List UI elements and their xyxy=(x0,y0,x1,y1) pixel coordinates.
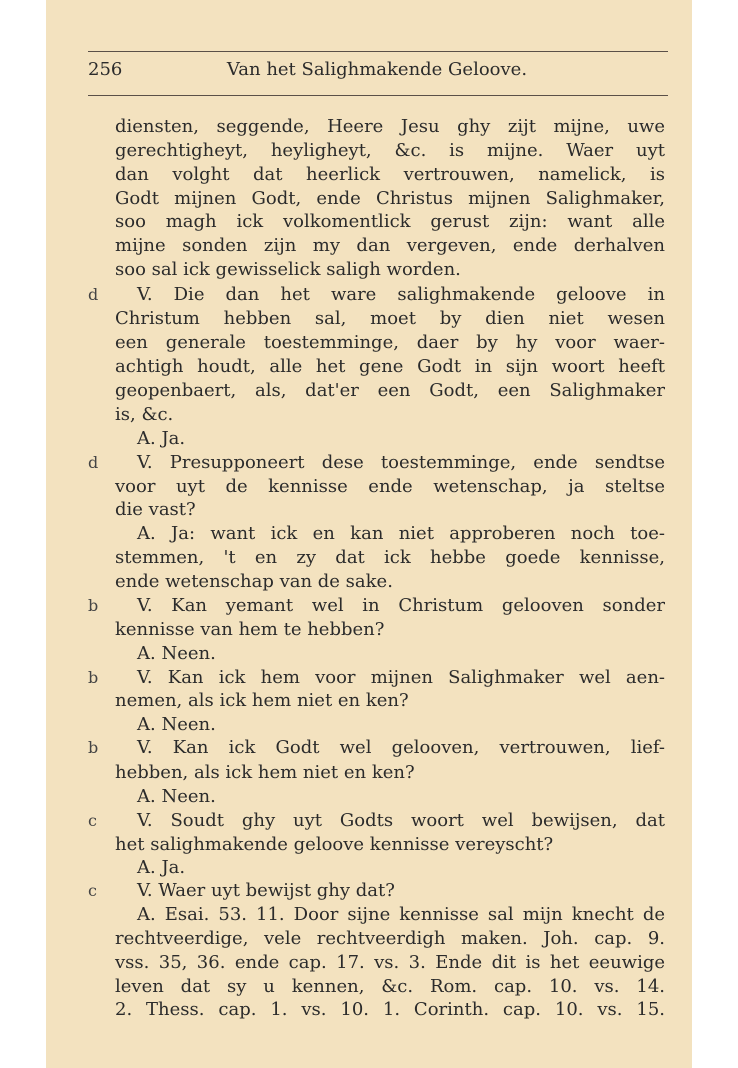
answer-line: A. Ja. xyxy=(137,428,186,449)
margin-letter: b xyxy=(88,668,99,687)
margin-letter: d xyxy=(88,285,99,304)
margin-letter: c xyxy=(88,881,97,900)
answer-line: A. Neen. xyxy=(137,714,216,735)
text-line: dan volght dat heerlick vertrouwen, namelick, is xyxy=(115,164,665,185)
text-line: achtigh houdt, alle het gene Godt in sijn woort heeft xyxy=(115,356,665,377)
page-number: 256 xyxy=(88,59,123,80)
margin-letter: b xyxy=(88,738,99,757)
question-line: V. Kan ick hem voor mijnen Salighmaker wel aen- xyxy=(137,667,665,688)
answer-line: A. Esai. 53. 11. Door sijne kennisse sal mijn knecht de xyxy=(137,904,665,925)
text-line: Godt mijnen Godt, ende Christus mijnen Salighmaker, xyxy=(115,188,665,209)
text-line: gerechtigheyt, heyligheyt, &c. is mijne. Waer uyt xyxy=(115,140,665,161)
header-bottom-rule xyxy=(88,95,668,96)
question-line: V. Kan yemant wel in Christum gelooven sonder xyxy=(137,595,665,616)
text-line: is, &c. xyxy=(115,404,174,425)
text-line: Christum hebben sal, moet by dien niet wesen xyxy=(115,308,665,329)
text-line: hebben, als ick hem niet en ken? xyxy=(115,762,415,783)
text-line: geopenbaert, als, dat'er een Godt, een Salighmaker xyxy=(115,380,665,401)
running-title: Van het Salighmakende Geloove. xyxy=(226,59,528,80)
margin-letter: d xyxy=(88,453,99,472)
text-line: 2. Thess. cap. 1. vs. 10. 1. Corinth. cap. 10. vs. 15. xyxy=(115,999,665,1020)
text-line: nemen, als ick hem niet en ken? xyxy=(115,690,409,711)
question-line: V. Kan ick Godt wel gelooven, vertrouwen, lief- xyxy=(137,737,665,758)
text-line: stemmen, 't en zy dat ick hebbe goede kennisse, xyxy=(115,547,665,568)
text-line: soo sal ick gewisselick saligh worden. xyxy=(115,259,461,280)
text-line: mijne sonden zijn my dan vergeven, ende derhalven xyxy=(115,235,665,256)
page-header xyxy=(88,59,666,87)
answer-line: A. Ja. xyxy=(137,857,186,878)
text-line: ende wetenschap van de sake. xyxy=(115,571,393,592)
question-line: V. Die dan het ware salighmakende geloove in xyxy=(137,284,665,305)
answer-line: A. Ja: want ick en kan niet approberen noch toe- xyxy=(137,523,665,544)
margin-letter: b xyxy=(88,596,99,615)
answer-line: A. Neen. xyxy=(137,643,216,664)
text-line: leven dat sy u kennen, &c. Rom. cap. 10. vs. 14. xyxy=(115,976,665,997)
text-line: diensten, seggende, Heere Jesu ghy zijt mijne, uwe xyxy=(115,116,665,137)
text-line: een generale toestemminge, daer by hy voor waer- xyxy=(115,332,665,353)
text-line: soo magh ick volkomentlick gerust zijn: want alle xyxy=(115,211,665,232)
text-line: die vast? xyxy=(115,499,196,520)
question-line: V. Soudt ghy uyt Godts woort wel bewijsen, dat xyxy=(137,810,665,831)
header-top-rule xyxy=(88,51,668,52)
question-line: V. Waer uyt bewijst ghy dat? xyxy=(137,880,395,901)
text-line: kennisse van hem te hebben? xyxy=(115,619,385,640)
margin-letter: c xyxy=(88,811,97,830)
answer-line: A. Neen. xyxy=(137,786,216,807)
text-line: vss. 35, 36. ende cap. 17. vs. 3. Ende dit is het eeuwige xyxy=(115,952,665,973)
text-line: rechtveerdige, vele rechtveerdigh maken. Joh. cap. 9. xyxy=(115,928,665,949)
text-line: het salighmakende geloove kennisse vereyscht? xyxy=(115,834,554,855)
question-line: V. Presupponeert dese toestemminge, ende sendtse xyxy=(137,452,665,473)
text-line: voor uyt de kennisse ende wetenschap, ja steltse xyxy=(115,476,665,497)
